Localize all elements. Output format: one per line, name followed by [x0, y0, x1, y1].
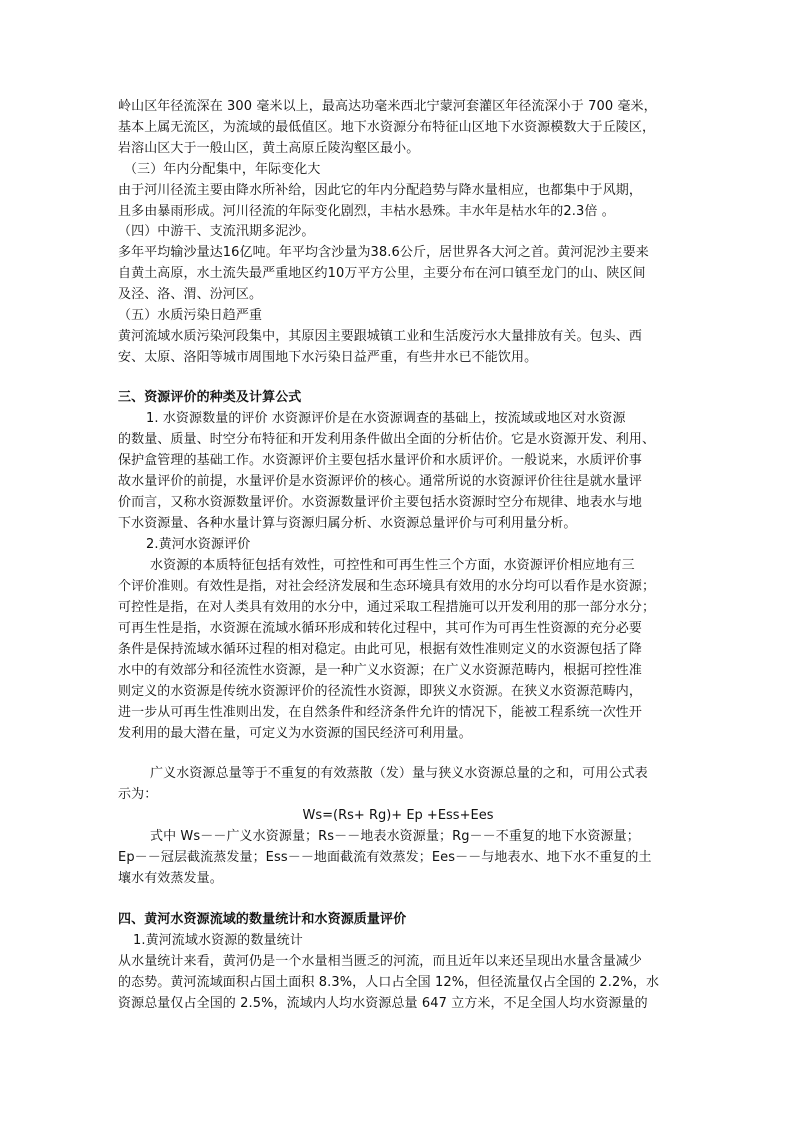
section-heading: 四、黄河水资源流域的数量统计和水资源质量评价 [118, 912, 407, 927]
text-line: 式中 Ws－－广义水资源量；Rs－－地表水资源量；Rg－－不重复的地下水资源量； [150, 829, 640, 844]
text-line: 资源总量仅占全国的 2.5%，流域内人均水资源总量 647 立方米，不足全国人均水资源量的 [118, 996, 648, 1011]
text-line: 1. 水资源数量的评价 水资源评价是在水资源调查的基础上，按流域或地区对水资源 [146, 411, 626, 426]
text-line: 可再生性是指，水资源在流域水循环形成和转化过程中，其可作为可再生性资源的充分必要 [118, 621, 643, 636]
section-heading: 三、资源评价的种类及计算公式 [118, 390, 302, 405]
text-line: 进一步从可再生性准则出发，在自然条件和经济条件允许的情况下，能被工程系统一次性开 [118, 705, 643, 720]
text-line: 价而言，又称水资源数量评价。水资源数量评价主要包括水资源时空分布规律、地表水与地 [118, 495, 643, 510]
text-line: 从水量统计来看，黄河仍是一个水量相当匮乏的河流，而且近年以来还呈现出水量含量减少 [118, 954, 643, 969]
text-line: 个评价准则。有效性是指，对社会经济发展和生态环境具有效用的水分均可以看作是水资源； [118, 579, 656, 594]
text-line: 水中的有效部分和径流性水资源，是一种广义水资源；在广义水资源范畴内，根据可控性准 [118, 663, 643, 678]
text-line: 的态势。黄河流域面积占国土面积 8.3%，人口占全国 12%，但径流量仅占全国的 2.2%，水 [118, 975, 660, 990]
text-line: 多年平均输沙量达16亿吨。年平均含沙量为38.6公斤，居世界各大河之首。黄河泥沙主要来 [118, 245, 649, 260]
text-line: 壤水有效蒸发量。 [118, 871, 223, 886]
text-line: 水资源的本质特征包括有效性，可控性和可再生性三个方面，水资源评价相应地有三 [150, 558, 635, 573]
subheading: （三）年内分配集中，年际变化大 [124, 162, 321, 177]
text-line: 故水量评价的前提，水量评价是水资源评价的核心。通常所说的水资源评价往往是就水量评 [118, 474, 643, 489]
text-line: 广义水资源总量等于不重复的有效蒸散（发）量与狭义水资源总量的之和，可用公式表 [150, 766, 648, 781]
text-line: 基本上属无流区，为流域的最低值区。地下水资源分布特征山区地下水资源模数大于丘陵区， [118, 120, 656, 135]
text-line: Ep－－冠层截流蒸发量；Ess－－地面截流有效蒸发；Ees－－与地表水、地下水不重复的土 [118, 850, 652, 865]
subheading: 1.黄河流域水资源的数量统计 [133, 933, 303, 948]
text-line: 及泾、洛、渭、汾河区。 [118, 287, 263, 302]
text-line: 则定义的水资源是传统水资源评价的径流性水资源，即狭义水资源。在狭义水资源范畴内， [118, 684, 643, 699]
text-line: 的数量、质量、时空分布特征和开发利用条件做出全面的分析估价。它是水资源开发、利用、 [118, 432, 656, 447]
text-line: 可控性是指，在对人类具有效用的水分中，通过采取工程措施可以开发利用的那一部分水分； [118, 600, 656, 615]
text-line: 由于河川径流主要由降水所补给，因此它的年内分配趋势与降水量相应，也都集中于风期， [118, 183, 643, 198]
text-line: 岭山区年径流深在 300 毫米以上，最高达功毫米西北宁蒙河套灌区年径流深小于 700 毫米， [118, 99, 657, 114]
subheading: （五）水质污染日趋严重 [118, 308, 263, 323]
text-line: 示为： [118, 787, 158, 802]
text-line: 岩溶山区大于一般山区，黄土高原丘陵沟壑区最小。 [118, 141, 420, 156]
text-line: 下水资源量、各种水量计算与资源归属分析、水资源总量评价与可利用量分析。 [118, 516, 577, 531]
text-line: 安、太原、洛阳等城市周围地下水污染日益严重，有些井水已不能饮用。 [118, 350, 538, 365]
text-line: 保护盒管理的基础工作。水资源评价主要包括水量评价和水质评价。一般说来，水质评价事 [118, 453, 643, 468]
subheading: 2.黄河水资源评价 [146, 537, 251, 552]
subheading: （四）中游干、支流汛期多泥沙。 [118, 224, 315, 239]
text-line: 黄河流域水质污染河段集中，其原因主要跟城镇工业和生活废污水大量排放有关。包头、西 [118, 329, 643, 344]
text-line: 自黄土高原，水土流失最严重地区约10万平方公里，主要分布在河口镇至龙门的山、陕区间 [118, 266, 646, 281]
formula: Ws=(Rs+ Rg)+ Ep +Ess+Ees [302, 808, 494, 823]
text-line: 且多由暴雨形成。河川径流的年际变化剧烈，丰枯水悬殊。丰水年是枯水年的2.3倍 。 [118, 204, 615, 219]
text-line: 发利用的最大潜在量，可定义为水资源的国民经济可利用量。 [118, 726, 472, 741]
text-line: 条件是保持流域水循环过程的相对稳定。由此可见，根据有效性准则定义的水资源包括了降 [118, 642, 643, 657]
